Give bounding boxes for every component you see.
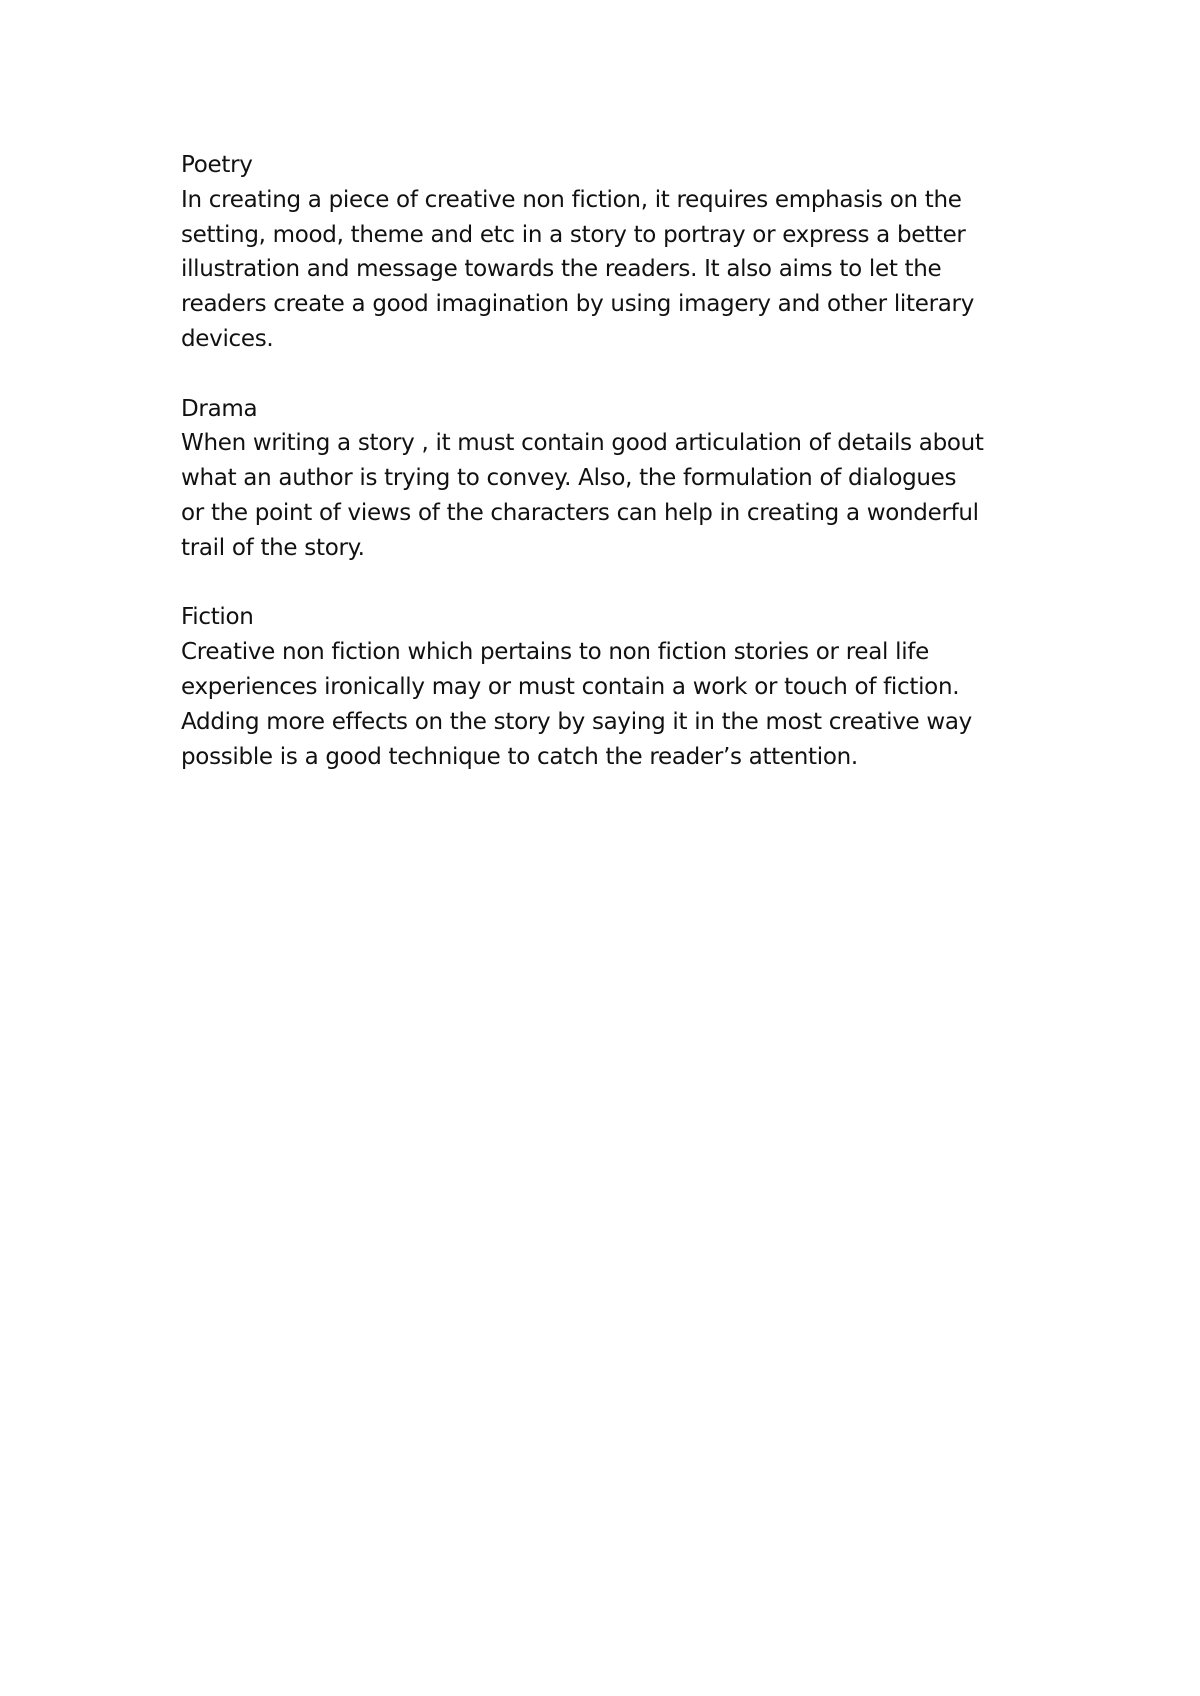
paragraph-line: In creating a piece of creative non fiction, it requires emphasis on the	[181, 186, 962, 213]
paragraph-line: devices.	[181, 325, 274, 352]
paragraph-line: When writing a story , it must contain good articulation of details about	[181, 430, 984, 457]
paragraph-line: trail of the story.	[181, 534, 365, 561]
section-heading: Fiction	[181, 604, 254, 631]
paragraph-line: what an author is trying to convey. Also, the formulation of dialogues	[181, 465, 957, 492]
paragraph-line: illustration and message towards the readers. It also aims to let the	[181, 256, 942, 283]
section-drama	[181, 392, 1031, 566]
section-heading: Poetry	[181, 152, 253, 178]
section-heading: Drama	[181, 395, 258, 422]
paragraph-line: experiences ironically may or must contain a work or touch of fiction.	[181, 673, 960, 700]
paragraph-line: possible is a good technique to catch the reader’s attention.	[181, 743, 858, 770]
paragraph-line: setting, mood, theme and etc in a story to portray or express a better	[181, 221, 966, 248]
document-body	[181, 148, 1031, 809]
section-fiction	[181, 600, 1031, 774]
paragraph-line: Creative non fiction which pertains to non fiction stories or real life	[181, 639, 929, 666]
paragraph-line: or the point of views of the characters can help in creating a wonderful	[181, 499, 979, 526]
paragraph-line: readers create a good imagination by using imagery and other literary	[181, 291, 975, 318]
paragraph-line: Adding more effects on the story by saying it in the most creative way	[181, 708, 972, 735]
section-poetry	[181, 148, 1031, 357]
